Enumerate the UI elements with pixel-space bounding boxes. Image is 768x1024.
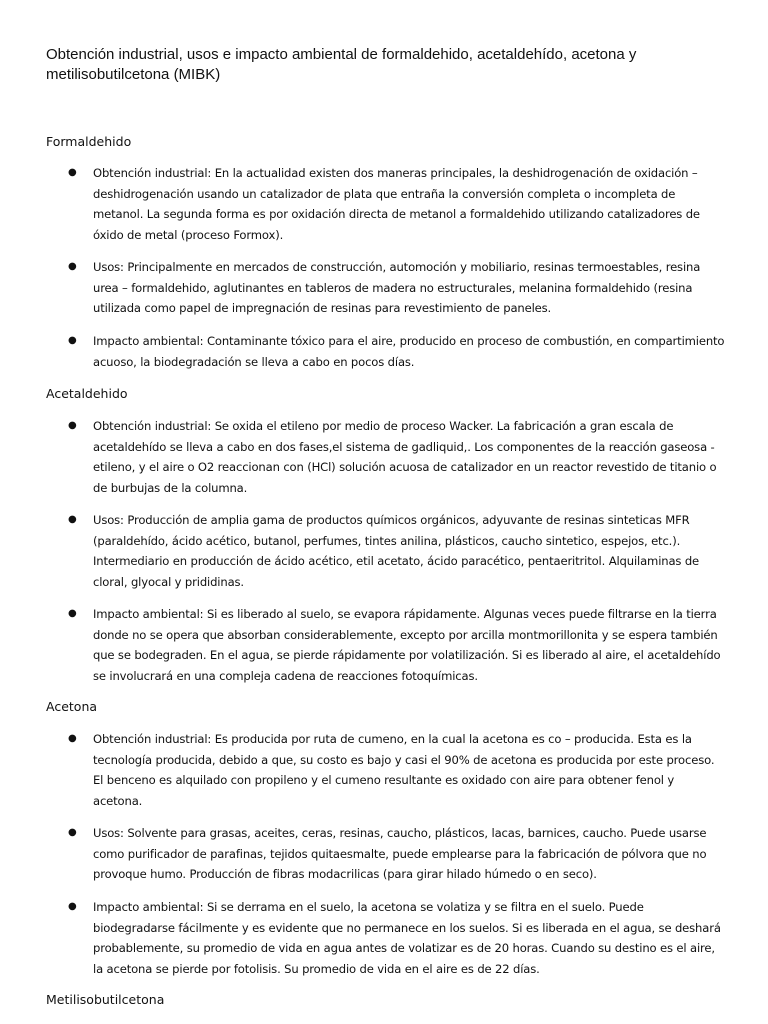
bullet-icon: ● <box>68 261 77 272</box>
section-heading-metilisobutilcetona: Metilisobutilcetona <box>46 992 165 1007</box>
list-item-text: Impacto ambiental: Contaminante tóxico para el aire, producido en proceso de combustión, en compartimiento acuoso, la biodegradación se lleva a cabo en pocos días. <box>93 334 725 369</box>
list-item-text: Obtención industrial: Es producida por ruta de cumeno, en la cual la acetona es co – producida. Esta es la tecnología producida, debido a que, su costo es bajo y casi el 90% de acetona es producida por este proceso. El benceno es alquilado con propileno y el cumeno resultante es oxidado con aire para obtener fenol y acetona. <box>93 732 715 808</box>
section-heading-formaldehido: Formaldehido <box>46 134 132 149</box>
bullet-icon: ● <box>68 901 77 912</box>
list-item-text: Usos: Producción de amplia gama de productos químicos orgánicos, adyuvante de resinas sinteticas MFR (paraldehído, ácido acético, butanol, perfumes, tintes anilina, plásticos, caucho sintetico, espejos, etc.). Intermediario en producción de ácido acético, etil acetato, ácido paracético, pentaeritritol. Alquilaminas de cloral, glyocal y prididinas. <box>93 513 700 589</box>
bullet-icon: ● <box>68 733 77 744</box>
bullet-icon: ● <box>68 335 77 346</box>
section-heading-acetona: Acetona <box>46 699 98 714</box>
document-title: Obtención industrial, usos e impacto ambiental de formaldehido, acetaldehído, acetona y metilisobutilcetona (MIBK) <box>46 46 637 83</box>
list-item-text: Usos: Solvente para grasas, aceites, ceras, resinas, caucho, plásticos, lacas, barnices, caucho. Puede usarse como purificador de parafinas, tejidos quitaesmalte, puede emplearse para la fabricación de pólvora que no provoque humo. Producción de fibras modacrilicas (para girar hilado húmedo o en seco). <box>93 826 707 881</box>
bullet-icon: ● <box>68 514 77 525</box>
list-item-text: Usos: Principalmente en mercados de construcción, automoción y mobiliario, resinas termoestables, resina urea – formaldehido, aglutinantes en tableros de madera no estructurales, melanina formaldehido (resina utilizada como papel de impregnación de resinas para revestimiento de paneles. <box>93 260 701 315</box>
list-item-text: Obtención industrial: Se oxida el etileno por medio de proceso Wacker. La fabricación a gran escala de acetaldehído se lleva a cabo en dos fases,el sistema de gadliquid,. Los componentes de la reacción gaseosa - etileno, y el aire o O2 reaccionan con (HCl) solución acuosa de catalizador en un reactor revestido de titanio o de burbujas de la columna. <box>93 419 717 495</box>
bullet-icon: ● <box>68 167 77 178</box>
list-item-text: Obtención industrial: En la actualidad existen dos maneras principales, la deshidrogenación de oxidación – deshidrogenación usando un catalizador de plata que entraña la conversión completa o incompleta de metanol. La segunda forma es por oxidación directa de metanol a formaldehido utilizando catalizadores de óxido de metal (proceso Formox). <box>93 166 700 242</box>
section-heading-acetaldehido: Acetaldehido <box>46 386 128 401</box>
list-item-text: Impacto ambiental: Si es liberado al suelo, se evapora rápidamente. Algunas veces puede filtrarse en la tierra donde no se opera que absorban considerablemente, excepto por arcilla montmorillonita y se espera también que se bodegraden. En el agua, se pierde rápidamente por volatilización. Si es liberado al aire, el acetaldehído se involucrará en una compleja cadena de reacciones fotoquímicas. <box>93 607 721 683</box>
bullet-icon: ● <box>68 827 77 838</box>
list-item-text: Impacto ambiental: Si se derrama en el suelo, la acetona se volatiza y se filtra en el suelo. Puede biodegradarse fácilmente y es evidente que no permanece en los suelos. Si es liberada en el agua, se deshará probablemente, su promedio de vida en agua antes de volatizar es de 20 horas. Cuando su destino es el aire, la acetona se pierde por fotolisis. Su promedio de vida en el aire es de 22 días. <box>93 900 721 976</box>
bullet-icon: ● <box>68 420 77 431</box>
bullet-icon: ● <box>68 608 77 619</box>
